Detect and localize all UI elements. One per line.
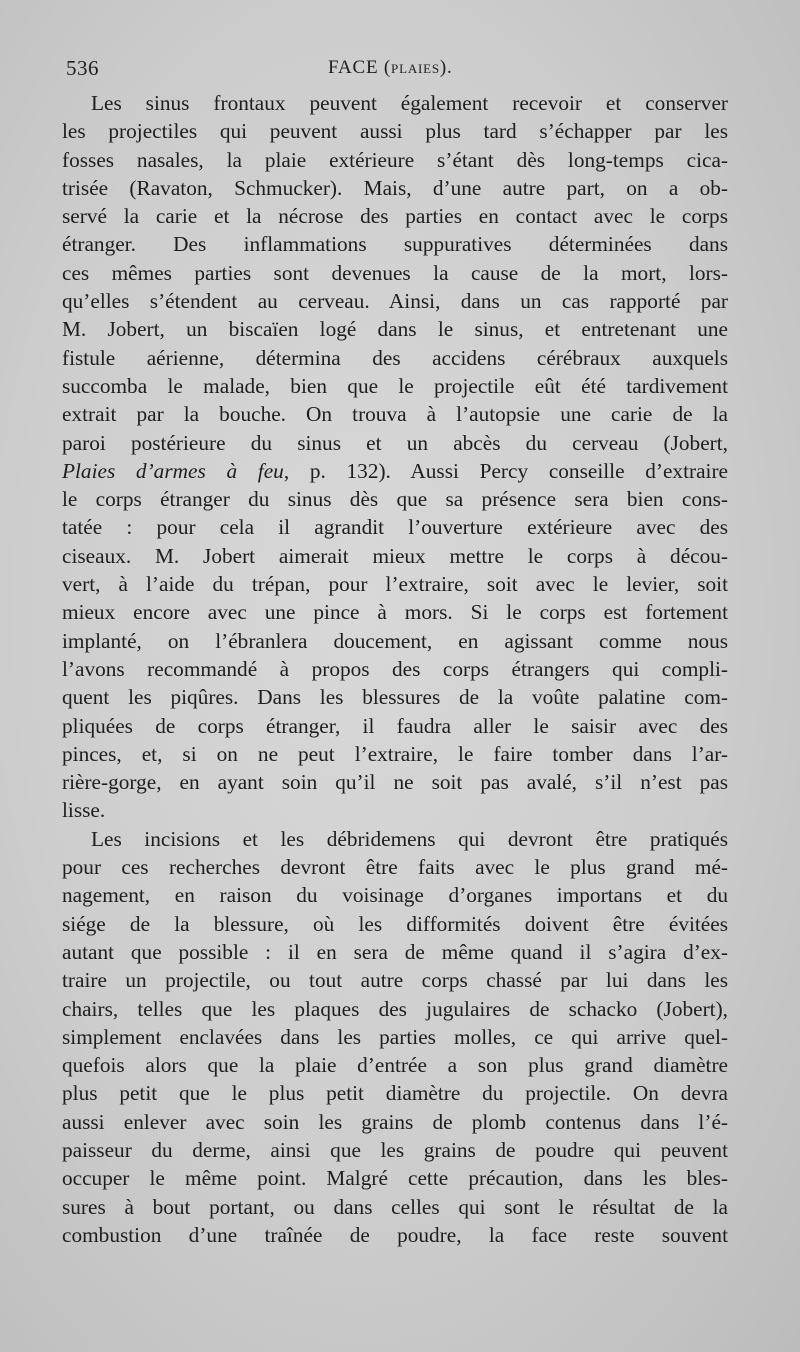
text-line: quefois alors que la plaie d’entrée a son plus grand diamètre xyxy=(62,1053,728,1078)
text-line: Les incisions et les débridemens qui devront être pratiqués xyxy=(91,826,728,851)
text-line: M. Jobert, un biscaïen logé dans le sinus, et entretenant une xyxy=(62,317,728,342)
text-line: ciseaux. M. Jobert aimerait mieux mettre le corps à décou- xyxy=(62,543,728,568)
text-line: siége de la blessure, où les difformités doivent être évitées xyxy=(62,911,728,936)
text-line: l’avons recommandé à propos des corps étrangers qui compli- xyxy=(62,656,728,681)
citation-title: Plaies d’armes à feu xyxy=(62,458,284,483)
text-line: fosses nasales, la plaie extérieure s’étant dès long-temps cica- xyxy=(62,147,728,172)
paragraph-2 xyxy=(62,825,728,1249)
text-line: occuper le même point. Malgré cette précaution, dans les bles- xyxy=(62,1166,728,1191)
text-line: pliquées de corps étranger, il faudra aller le saisir avec des xyxy=(62,713,728,738)
text-line: fistule aérienne, détermina des accidens cérébraux auxquels xyxy=(62,345,728,370)
text-line: traire un projectile, ou tout autre corps chassé par lui dans les xyxy=(62,968,728,993)
text-line: Les sinus frontaux peuvent également recevoir et conserver xyxy=(91,91,728,115)
text-line: combustion d’une traînée de poudre, la face reste souvent xyxy=(62,1222,728,1247)
running-head-main: FACE xyxy=(328,57,379,78)
text-line: nagement, en raison du voisinage d’organes importans et du xyxy=(62,883,728,908)
body-text xyxy=(62,89,728,1249)
text-line: tatée : pour cela il agrandit l’ouverture extérieure avec des xyxy=(62,515,728,540)
text-line: simplement enclavées dans les parties molles, ce qui arrive quel- xyxy=(62,1024,728,1049)
text-line: les projectiles qui peuvent aussi plus tard s’échapper par les xyxy=(62,119,728,144)
text-line: servé la carie et la nécrose des parties en contact avec le corps xyxy=(62,204,728,229)
text-line: quent les piqûres. Dans les blessures de la voûte palatine com- xyxy=(62,685,728,710)
text-line: qu’elles s’étendent au cerveau. Ainsi, dans un cas rapporté par xyxy=(62,289,728,314)
page-header xyxy=(66,56,736,86)
running-head xyxy=(328,57,453,79)
text-line: ces mêmes parties sont devenues la cause de la mort, lors- xyxy=(62,260,728,285)
text-line: pinces, et, si on ne peut l’extraire, le faire tomber dans l’ar- xyxy=(62,741,728,766)
text-line: paroi postérieure du sinus et un abcès du cerveau (Jobert, xyxy=(62,430,728,455)
page-number: 536 xyxy=(66,56,99,80)
citation-rest: , p. 132). Aussi Percy conseille d’extraire xyxy=(283,458,728,483)
text-line: rière-gorge, en ayant soin qu’il ne soit pas avalé, s’il n’est pas xyxy=(62,770,728,795)
text-line: chairs, telles que les plaques des jugulaires de schacko (Jobert), xyxy=(62,996,728,1021)
text-line: paisseur du derme, ainsi que les grains de poudre qui peuvent xyxy=(62,1137,728,1162)
text-line: trisée (Ravaton, Schmucker). Mais, d’une autre part, on a ob- xyxy=(62,175,728,200)
text-line: extrait par la bouche. On trouva à l’autopsie une carie de la xyxy=(62,402,728,427)
running-head-paren: (plaies). xyxy=(383,57,453,78)
paragraph-1 xyxy=(62,89,728,825)
text-line: mieux encore avec une pince à mors. Si le corps est fortement xyxy=(62,600,728,625)
text-line: le corps étranger du sinus dès que sa présence sera bien cons- xyxy=(62,487,728,512)
text-line: aussi enlever avec soin les grains de plomb contenus dans l’é- xyxy=(62,1109,728,1134)
text-line: étranger. Des inflammations suppuratives déterminées dans xyxy=(62,232,728,257)
text-line: lisse. xyxy=(62,798,106,823)
text-line: succomba le malade, bien que le projectile eût été tardivement xyxy=(62,373,728,398)
text-line: vert, à l’aide du trépan, pour l’extraire, soit avec le levier, soit xyxy=(62,572,728,597)
text-line: plus petit que le plus petit diamètre du projectile. On devra xyxy=(62,1081,728,1106)
text-line: implanté, on l’ébranlera doucement, en agissant comme nous xyxy=(62,628,728,653)
text-line-citation xyxy=(62,457,728,485)
text-line: sures à bout portant, ou dans celles qui sont le résultat de la xyxy=(62,1194,728,1219)
text-line: pour ces recherches devront être faits avec le plus grand mé- xyxy=(62,855,728,880)
text-line: autant que possible : il en sera de même quand il s’agira d’ex- xyxy=(62,939,728,964)
